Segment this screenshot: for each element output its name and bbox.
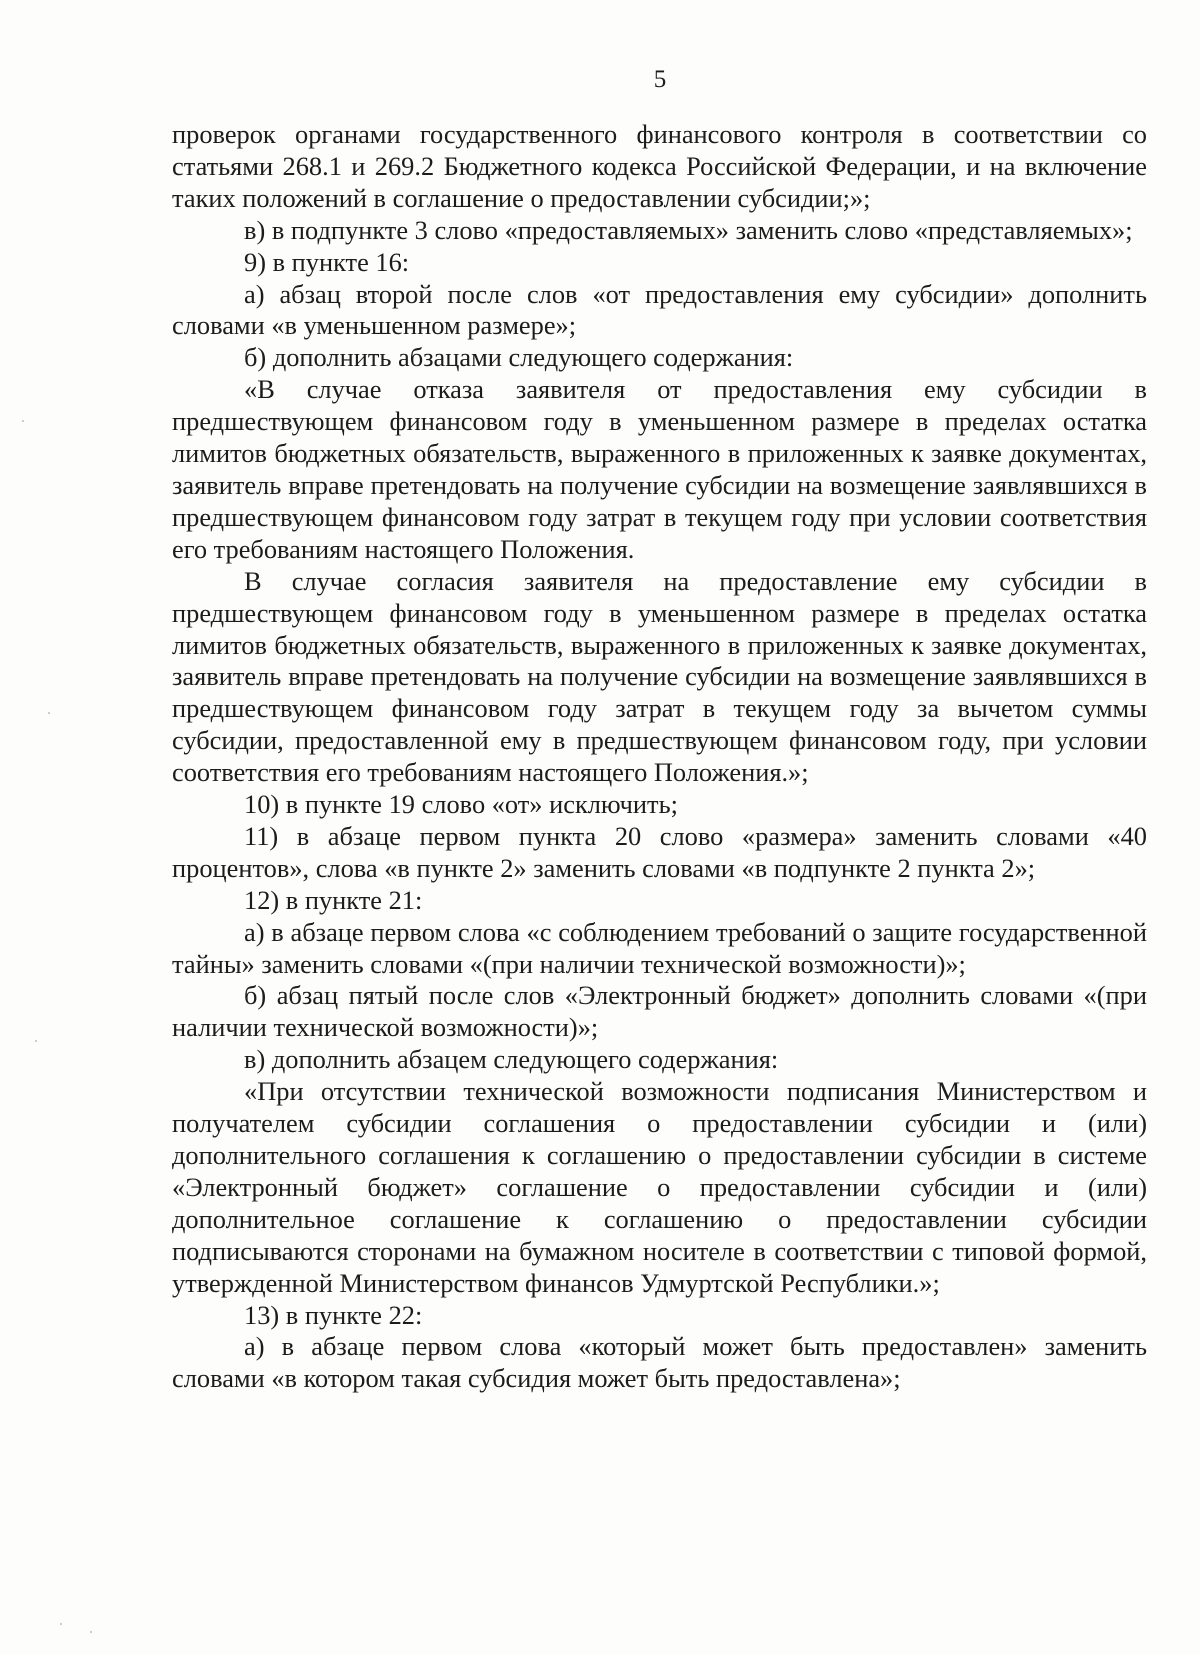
paragraph-item-12b: б) абзац пятый после слов «Электронный бюджет» дополнить словами «(при наличии технической возможности)»; [172,980,1147,1043]
paragraph-quote-no-technical-possibility: «При отсутствии технической возможности подписания Министерством и получателем субсидии соглашения о предоставлении субсидии и (или) дополнительного соглашения к соглашению о предоставлении субсидии в системе «Электронный бюджет» соглашение о предоставлении субсидии и (или) дополнительное соглашение к соглашению о предоставлении субсидии подписываются сторонами на бумажном носителе в соответствии с типовой формой, утвержденной Министерством финансов Удмуртской Республики.»; [172,1076,1147,1298]
paragraph-item-11: 11) в абзаце первом пункта 20 слово «размера» заменить словами «40 процентов», слова «в пункте 2» заменить словами «в подпункте 2 пункта 2»; [172,820,1147,883]
document-body [172,119,1147,1395]
paragraph-item-9b: б) дополнить абзацами следующего содержания: [244,342,794,373]
paragraph-quote-refusal: «В случае отказа заявителя от предоставления ему субсидии в предшествующем финансовом году в уменьшенном размере в пределах остатка лимитов бюджетных обязательств, выраженного в приложенных к заявке документах, заявитель вправе претендовать на получение субсидии на возмещение заявлявшихся в предшествующем финансовом году затрат в текущем году при условии соответствия его требованиям настоящего Положения. [172,374,1147,564]
paragraph-subitem-v: в) в подпункте 3 слово «предоставляемых» заменить слово «представляемых»; [244,214,1133,245]
paragraph-item-13: 13) в пункте 22: [244,1299,423,1330]
scan-speck [35,1040,37,1042]
paragraph-item-12a: а) в абзаце первом слова «с соблюдением требований о защите государственной тайны» заменить словами «(при наличии технической возможности)»; [172,916,1147,979]
paragraph-item-9a: а) абзац второй после слов «от предоставления ему субсидии» дополнить словами «в уменьшенном размере»; [172,278,1147,341]
scan-speck [60,1623,62,1625]
page-number: 5 [653,66,667,93]
scan-speck [22,420,24,422]
paragraph-item-10: 10) в пункте 19 слово «от» исключить; [244,789,678,820]
paragraph-item-12v: в) дополнить абзацем следующего содержания: [244,1044,779,1075]
paragraph-quote-consent: В случае согласия заявителя на предоставление ему субсидии в предшествующем финансовом году в уменьшенном размере в пределах остатка лимитов бюджетных обязательств, выраженного в приложенных к заявке документах, заявитель вправе претендовать на получение субсидии на возмещение заявлявшихся в предшествующем финансовом году затрат в текущем году за вычетом суммы субсидии, предоставленной ему в предшествующем финансовом году, при условии соответствия его требованиям настоящего Положения.»; [172,565,1147,788]
scan-speck [48,712,50,714]
paragraph-item-13a: а) в абзаце первом слова «который может быть предоставлен» заменить словами «в котором такая субсидия может быть предоставлена»; [172,1331,1147,1394]
scan-speck [90,1631,92,1633]
paragraph-item-9: 9) в пункте 16: [244,246,410,277]
paragraph-continuation: проверок органами государственного финансового контроля в соответствии со статьями 268.1 и 269.2 Бюджетного кодекса Российской Федерации, и на включение таких положений в соглашение о предоставлении субсидии;»; [172,119,1147,213]
paragraph-item-12: 12) в пункте 21: [244,884,423,915]
